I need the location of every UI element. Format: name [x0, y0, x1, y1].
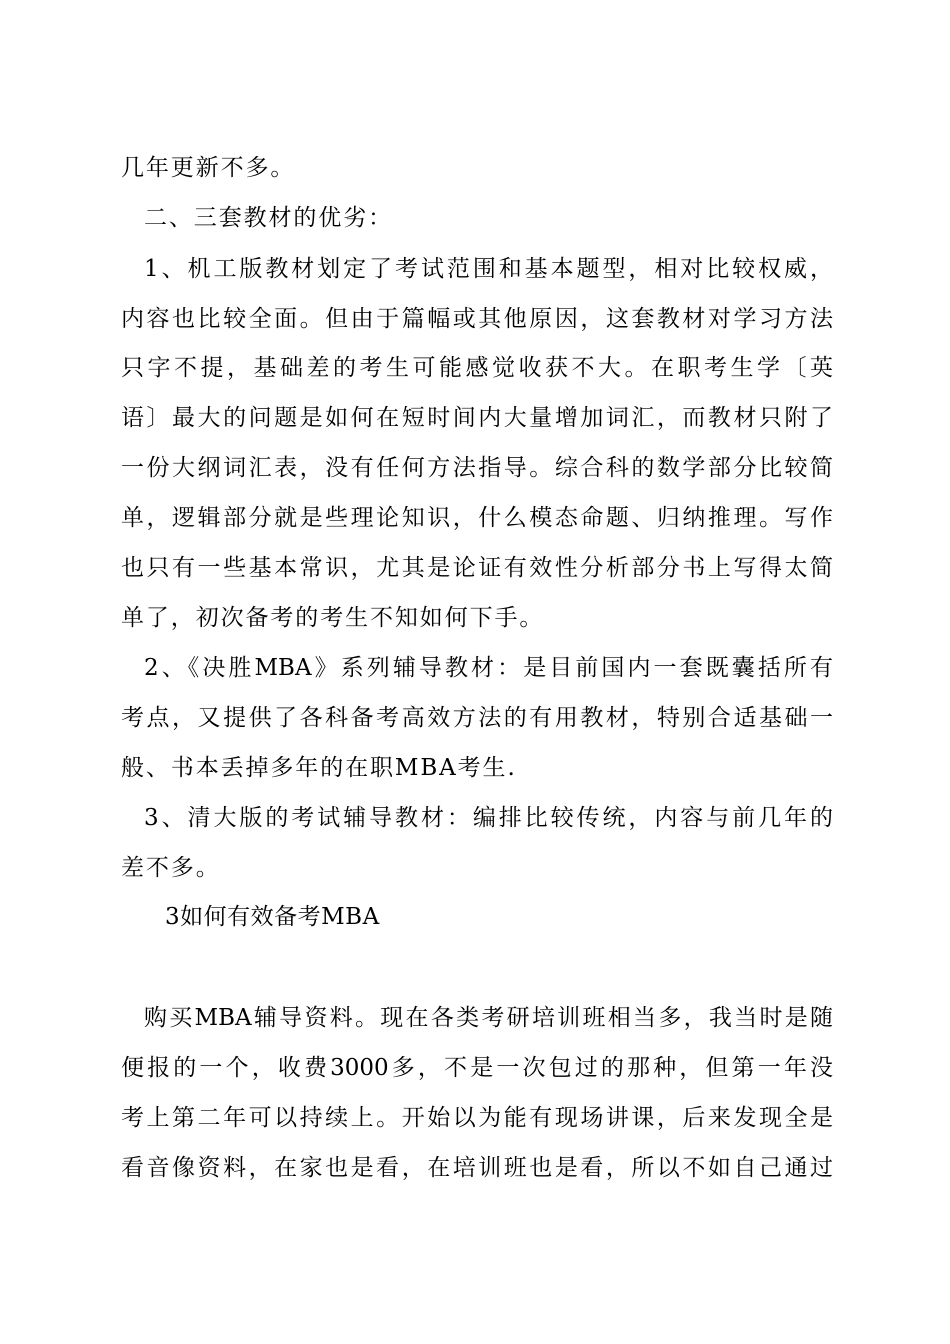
section-heading-2: 二、三套教材的优劣： — [144, 205, 393, 231]
text-line-4: 内容也比较全面。但由于篇幅或其他原因，这套教材对学习方法 — [121, 306, 833, 332]
text-line-3: 1、机工版教材划定了考试范围和基本题型，相对比较权威， — [144, 256, 833, 282]
text-line-20: 看音像资料，在家也是看，在培训班也是看，所以不如自己通过 — [121, 1155, 833, 1181]
text-line-18: 便报的一个，收费3000多，不是一次包过的那种，但第一年没 — [121, 1055, 833, 1081]
text-line-12: 考点，又提供了各科备考高效方法的有用教材，特别合适基础一 — [121, 705, 833, 731]
text-line-17: 购买MBA辅导资料。现在各类考研培训班相当多，我当时是随 — [144, 1005, 833, 1031]
text-line-1: 几年更新不多。 — [121, 155, 296, 181]
text-line-15: 差不多。 — [121, 855, 221, 881]
text-line-9: 也只有一些基本常识，尤其是论证有效性分析部分书上写得太简 — [121, 555, 833, 581]
section-heading-16: 3如何有效备考MBA — [165, 904, 380, 930]
text-line-11: 2、《决胜MBA》系列辅导教材：是目前国内一套既囊括所有 — [144, 655, 833, 681]
text-line-14: 3、清大版的考试辅导教材：编排比较传统，内容与前几年的 — [144, 805, 833, 831]
text-line-10: 单了，初次备考的考生不知如何下手。 — [121, 605, 545, 631]
text-line-5: 只字不提，基础差的考生可能感觉收获不大。在职考生学〔英 — [121, 355, 833, 381]
text-line-7: 一份大纲词汇表，没有任何方法指导。综合科的数学部分比较简 — [121, 455, 833, 481]
text-line-19: 考上第二年可以持续上。开始以为能有现场讲课，后来发现全是 — [121, 1105, 833, 1131]
text-line-13: 般、书本丢掉多年的在职MBA考生. — [121, 755, 517, 781]
text-line-6: 语〕最大的问题是如何在短时间内大量增加词汇，而教材只附了 — [121, 405, 833, 431]
text-line-8: 单，逻辑部分就是些理论知识，什么模态命题、归纳推理。写作 — [121, 505, 833, 531]
